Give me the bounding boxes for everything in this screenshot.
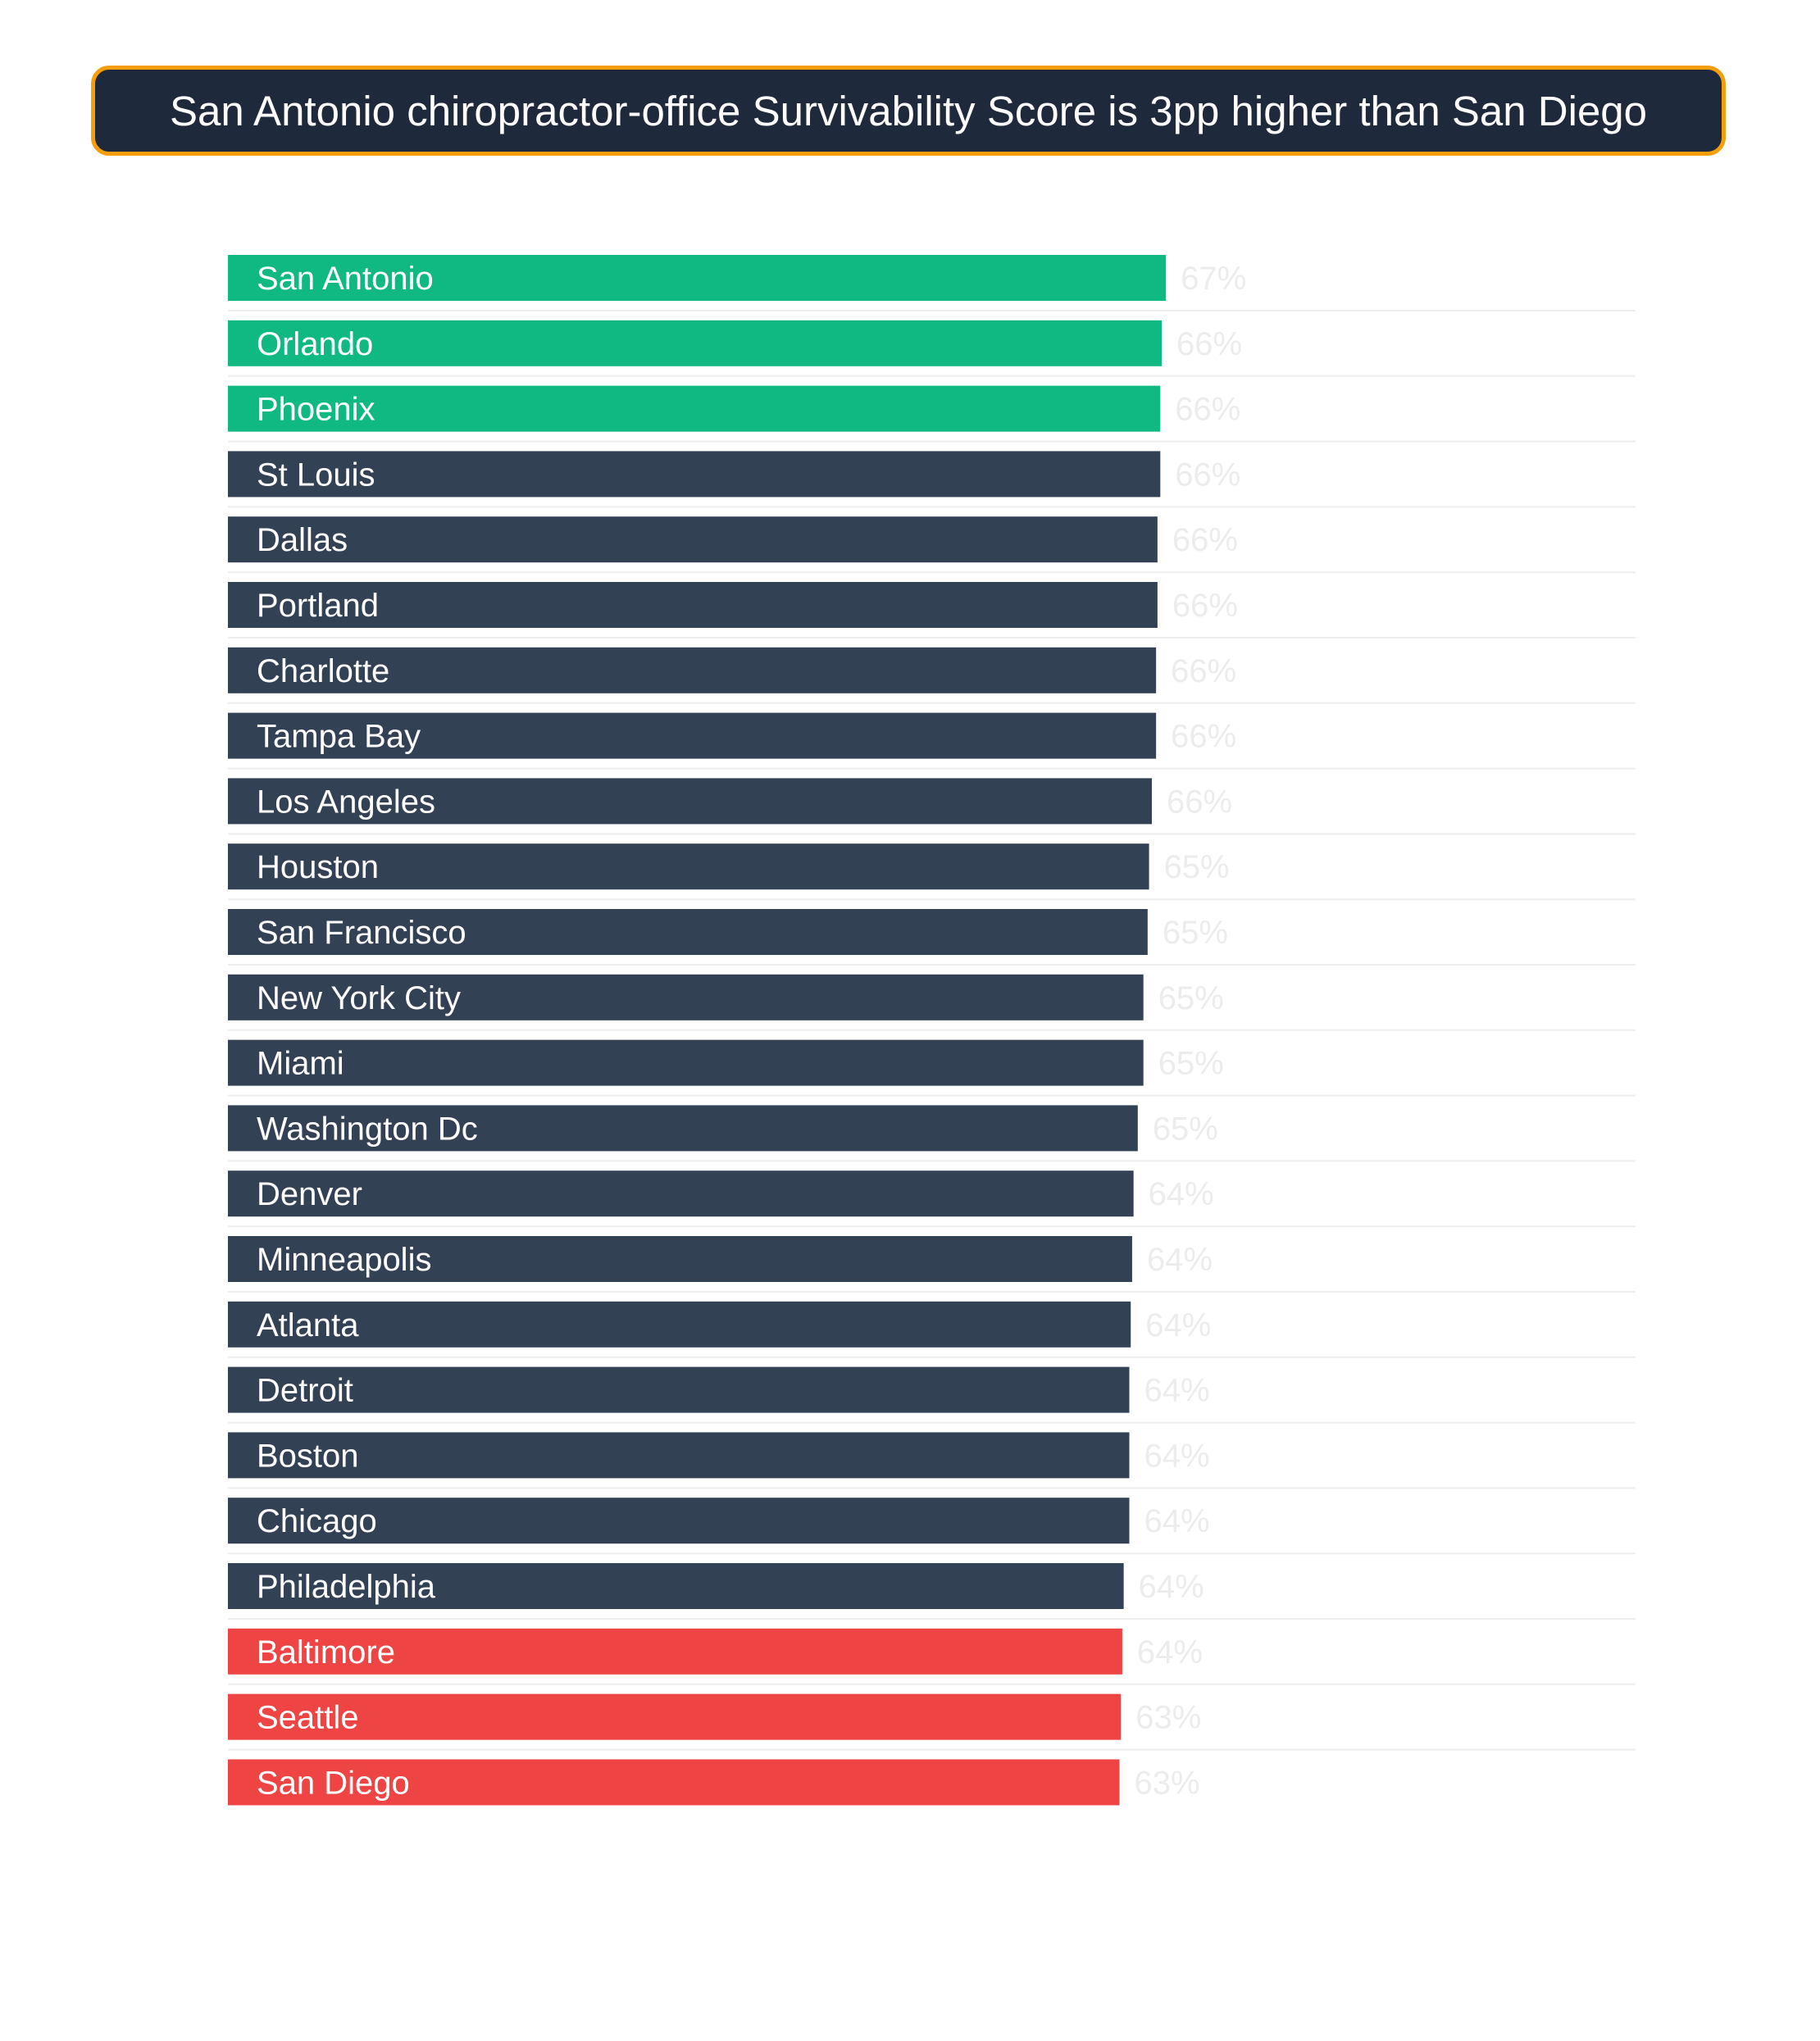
value-label: 65%	[1162, 915, 1228, 951]
bar	[228, 1040, 1144, 1086]
category-label: San Francisco	[257, 915, 466, 951]
value-label: 63%	[1134, 1765, 1200, 1802]
value-label: 64%	[1144, 1503, 1210, 1540]
category-label: Charlotte	[257, 652, 390, 689]
value-label: 66%	[1176, 325, 1243, 362]
value-label: 65%	[1158, 980, 1224, 1016]
bar-row	[228, 1629, 1636, 1684]
bar-row	[228, 1105, 1636, 1161]
value-label: 64%	[1148, 1176, 1214, 1213]
category-label: Philadelphia	[257, 1569, 435, 1605]
value-label: 65%	[1163, 849, 1230, 886]
bar-row	[228, 320, 1636, 376]
category-label: Seattle	[257, 1699, 359, 1736]
category-label: Chicago	[257, 1503, 377, 1540]
value-label: 64%	[1138, 1569, 1204, 1605]
value-label: 65%	[1158, 1045, 1224, 1082]
category-label: Washington Dc	[257, 1111, 478, 1148]
bar-row	[228, 1171, 1636, 1226]
bar-row	[228, 1432, 1636, 1488]
value-label: 65%	[1152, 1111, 1218, 1148]
category-label: Houston	[257, 849, 379, 886]
value-label: 66%	[1171, 652, 1237, 689]
category-label: Miami	[257, 1045, 344, 1082]
bar-row	[228, 386, 1636, 442]
value-label: 64%	[1136, 1634, 1203, 1671]
bar-row	[228, 1040, 1636, 1096]
bar-row	[228, 975, 1636, 1030]
category-label: St Louis	[257, 457, 375, 493]
category-label: Los Angeles	[257, 784, 435, 820]
bar-row	[228, 255, 1636, 311]
category-label: Atlanta	[257, 1307, 359, 1343]
category-label: Orlando	[257, 325, 374, 362]
value-label: 66%	[1175, 457, 1241, 493]
bar-row	[228, 516, 1636, 572]
value-label: 63%	[1135, 1699, 1202, 1736]
bar-row	[228, 1498, 1636, 1553]
category-label: Boston	[257, 1438, 359, 1475]
category-label: Tampa Bay	[257, 718, 421, 755]
category-label: Detroit	[257, 1372, 353, 1409]
bar-row	[228, 1759, 1200, 1805]
bar	[228, 1694, 1121, 1740]
bar	[228, 1302, 1131, 1348]
bar-row	[228, 1236, 1636, 1292]
value-label: 66%	[1172, 522, 1238, 559]
bar-row	[228, 648, 1636, 703]
category-label: San Diego	[257, 1765, 410, 1802]
value-label: 66%	[1167, 784, 1233, 820]
value-label: 66%	[1175, 391, 1241, 428]
value-label: 67%	[1181, 261, 1247, 297]
category-label: Baltimore	[257, 1634, 395, 1671]
bar-row	[228, 1694, 1636, 1750]
bar	[228, 1432, 1130, 1478]
value-label: 64%	[1144, 1372, 1210, 1409]
bar	[228, 1171, 1134, 1216]
category-label: Phoenix	[257, 391, 375, 428]
bar-row	[228, 582, 1636, 638]
value-label: 66%	[1172, 588, 1238, 624]
category-label: Minneapolis	[257, 1242, 432, 1278]
category-label: Denver	[257, 1176, 362, 1213]
bar-row	[228, 451, 1636, 507]
bar-row	[228, 778, 1636, 834]
bar-row	[228, 843, 1636, 899]
bar-row	[228, 1367, 1636, 1423]
chart-title: San Antonio chiropractor-office Survivability Score is 3pp higher than San Diego	[169, 87, 1648, 134]
category-label: San Antonio	[257, 261, 434, 297]
category-label: Portland	[257, 588, 379, 624]
bar-row	[228, 909, 1636, 965]
value-label: 64%	[1144, 1438, 1210, 1475]
value-label: 66%	[1171, 718, 1237, 755]
bar-row	[228, 713, 1636, 769]
category-label: New York City	[257, 980, 461, 1016]
bar	[228, 516, 1158, 562]
bar	[228, 1367, 1130, 1413]
bar-row	[228, 1302, 1636, 1357]
value-label: 64%	[1145, 1307, 1212, 1343]
bar-row	[228, 1563, 1636, 1619]
value-label: 64%	[1146, 1242, 1213, 1278]
category-label: Dallas	[257, 522, 348, 559]
